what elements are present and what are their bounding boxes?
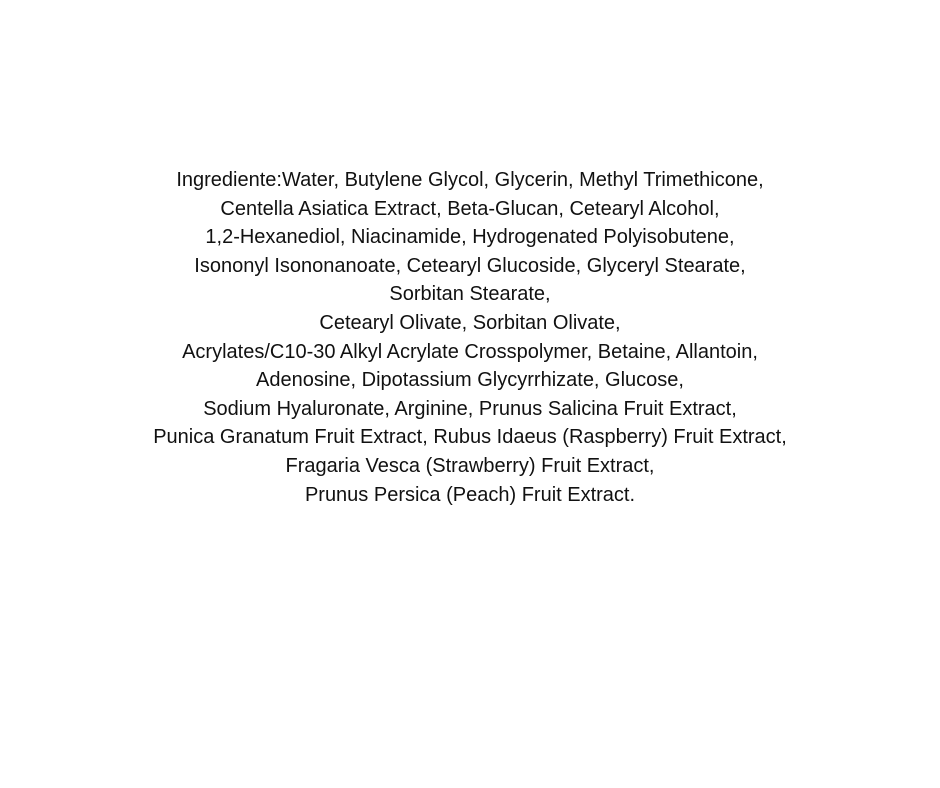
ingredients-line: Fragaria Vesca (Strawberry) Fruit Extract, [285, 454, 655, 477]
ingredients-line: Acrylates/C10-30 Alkyl Acrylate Crosspolymer, Betaine, Allantoin, [182, 340, 758, 363]
ingredients-line: Centella Asiatica Extract, Beta-Glucan, Cetearyl Alcohol, [220, 197, 720, 220]
ingredients-line: Prunus Persica (Peach) Fruit Extract. [304, 483, 636, 506]
ingredients-line: Punica Granatum Fruit Extract, Rubus Idaeus (Raspberry) Fruit Extract, [153, 426, 787, 449]
ingredients-text [0, 166, 940, 509]
ingredients-line: Isononyl Isononanoate, Cetearyl Glucoside, Glyceryl Stearate, [194, 254, 746, 277]
ingredients-line: 1,2-Hexanediol, Niacinamide, Hydrogenated Polyisobutene, [205, 226, 735, 249]
ingredients-line: Sodium Hyaluronate, Arginine, Prunus Salicina Fruit Extract, [203, 397, 737, 420]
ingredients-line: Cetearyl Olivate, Sorbitan Olivate, [319, 311, 621, 334]
ingredients-line: Adenosine, Dipotassium Glycyrrhizate, Glucose, [256, 369, 684, 392]
ingredients-line: Ingrediente:Water, Butylene Glycol, Glycerin, Methyl Trimethicone, [176, 169, 764, 191]
ingredients-line: Sorbitan Stearate, [389, 283, 551, 306]
